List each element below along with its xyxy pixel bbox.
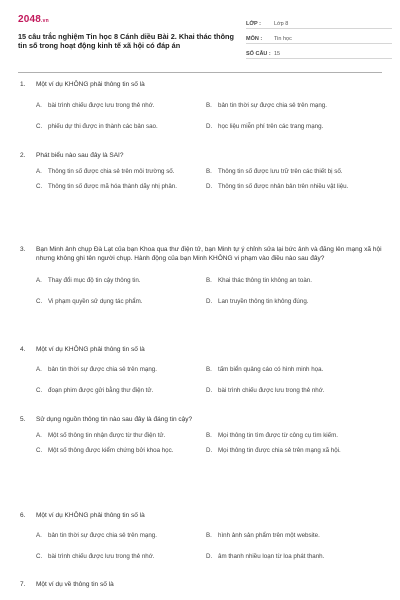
meta-row-subject (246, 29, 392, 44)
question-text: Một ví dụ về thông tin số là (36, 581, 114, 588)
option-text: bài trình chiếu được lưu trong thẻ nhớ. (218, 386, 325, 394)
option-text: Khai thác thông tin không an toàn. (218, 277, 312, 284)
option-text: Thông tin số được nhân bản trên nhiều vật liệu. (218, 182, 349, 190)
option-c[interactable] (36, 447, 206, 456)
option-b[interactable] (206, 432, 376, 441)
question-number: 3. (20, 246, 26, 253)
option-text: Vi phạm quyền sử dụng tác phẩm. (48, 297, 143, 305)
question-stem (20, 415, 382, 424)
meta-row-count (246, 44, 392, 59)
option-key: C. (36, 297, 43, 305)
question-stem (20, 151, 382, 160)
option-text: bài trình chiếu được lưu trong thẻ nhớ. (48, 552, 155, 560)
option-b[interactable] (206, 102, 376, 111)
question-stem (20, 345, 382, 354)
question-number: 7. (20, 581, 26, 588)
question-stem (20, 511, 382, 520)
option-d[interactable] (206, 298, 376, 307)
meta-label: SỐ CÂU : (246, 51, 271, 57)
option-text: phiếu dự thi được in thành các bản sao. (48, 122, 158, 130)
option-text: Mọi thông tin được chia sẻ trên mạng xã hội. (218, 446, 341, 454)
meta-value: 15 (274, 51, 281, 57)
option-a[interactable] (36, 102, 206, 111)
option-b[interactable] (206, 366, 376, 375)
option-b[interactable] (206, 532, 376, 541)
question-text: Một ví dụ KHÔNG phải thông tin số là (36, 346, 145, 353)
option-c[interactable] (36, 123, 206, 132)
option-b[interactable] (206, 277, 376, 286)
option-text: tấm biển quảng cáo có hình minh họa. (218, 366, 324, 373)
option-key: B. (206, 432, 212, 439)
option-a[interactable] (36, 168, 206, 177)
question-number: 1. (20, 81, 26, 88)
option-text: hình ảnh sản phẩm trên một website. (218, 532, 320, 539)
question-stem (20, 580, 382, 589)
question-2 (20, 151, 382, 191)
option-text: học liệu miễn phí trên các trang mạng. (218, 122, 324, 130)
question-number: 2. (20, 152, 26, 159)
meta-value: Tin học (274, 36, 292, 42)
site-logo[interactable] (18, 14, 49, 25)
option-text: Lan truyền thông tin không đúng. (218, 297, 309, 305)
option-text: Mọi thông tin tìm được từ công cụ tìm kiếm. (218, 432, 338, 439)
question-5 (20, 415, 382, 455)
option-b[interactable] (206, 168, 376, 177)
option-text: Một số thông tin nhận được từ thư điện tử. (48, 432, 166, 439)
option-text: bản tin thời sự được chia sẻ trên mạng. (48, 532, 157, 539)
meta-value: Lớp 8 (274, 21, 289, 27)
question-3 (20, 245, 382, 306)
option-key: D. (206, 386, 213, 394)
option-key: B. (206, 366, 212, 373)
option-text: Thông tin số được mã hóa thành dãy nhị phân. (48, 182, 177, 190)
question-number: 4. (20, 346, 26, 353)
option-key: D. (206, 552, 213, 560)
option-text: đoạn phim được gửi bằng thư điện tử. (48, 386, 154, 394)
option-a[interactable] (36, 277, 206, 286)
option-key: A. (36, 277, 42, 284)
option-key: D. (206, 446, 213, 454)
option-key: D. (206, 182, 213, 190)
logo-tld: .vn (41, 18, 49, 24)
option-c[interactable] (36, 298, 206, 307)
question-1 (20, 80, 382, 131)
option-key: B. (206, 277, 212, 284)
option-text: bản tin thời sự được chia sẻ trên mạng. (48, 366, 157, 373)
option-key: B. (206, 168, 212, 175)
header-divider (18, 72, 382, 73)
question-text: Phát biểu nào sau đây là SAI? (36, 152, 124, 159)
meta-table (246, 14, 392, 59)
option-key: C. (36, 552, 43, 560)
option-a[interactable] (36, 532, 206, 541)
logo-main: 2048 (18, 14, 42, 25)
option-key: C. (36, 386, 43, 394)
option-d[interactable] (206, 553, 376, 562)
question-text: Một ví dụ KHÔNG phải thông tin số là (36, 512, 145, 519)
question-text: Một ví dụ KHÔNG phải thông tin số là (36, 81, 145, 88)
option-c[interactable] (36, 387, 206, 396)
question-text: Sử dụng nguồn thông tin nào sau đây là đáng tin cậy? (36, 416, 193, 423)
option-key: C. (36, 182, 43, 190)
option-text: bài trình chiếu được lưu trong thẻ nhớ. (48, 102, 155, 109)
option-text: âm thanh nhiều loạn từ loa phát thanh. (218, 552, 325, 560)
option-key: A. (36, 366, 42, 373)
option-text: Một số thông được kiểm chứng bởi khoa học. (48, 446, 174, 454)
option-key: D. (206, 297, 213, 305)
option-key: C. (36, 446, 43, 454)
question-stem (20, 80, 382, 89)
option-key: B. (206, 532, 212, 539)
option-key: B. (206, 102, 212, 109)
option-text: Thông tin số được chia sẻ trên môi trường số. (48, 168, 175, 175)
option-text: Thay đổi mục độ tin cậy thông tin. (48, 277, 141, 284)
option-d[interactable] (206, 123, 376, 132)
question-4 (20, 345, 382, 395)
option-key: A. (36, 432, 42, 439)
option-key: A. (36, 168, 42, 175)
option-a[interactable] (36, 366, 206, 375)
option-key: C. (36, 122, 43, 130)
option-d[interactable] (206, 183, 376, 192)
option-key: A. (36, 532, 42, 539)
option-d[interactable] (206, 447, 376, 456)
option-c[interactable] (36, 183, 206, 192)
option-key: A. (36, 102, 42, 109)
option-text: Thông tin số được lưu trữ trên các thiết bị số. (218, 168, 343, 175)
question-number: 6. (20, 512, 26, 519)
option-text: bản tin thời sự được chia sẻ trên mạng. (218, 102, 327, 109)
option-a[interactable] (36, 432, 206, 441)
question-stem (20, 245, 382, 263)
option-c[interactable] (36, 553, 206, 562)
meta-row-class (246, 14, 392, 29)
document-header (18, 14, 388, 66)
option-d[interactable] (206, 387, 376, 396)
meta-label: LỚP : (246, 21, 261, 27)
question-6 (20, 511, 382, 561)
question-7 (20, 580, 382, 589)
document-title: 15 câu trắc nghiệm Tin học 8 Cánh diều Bài 2. Khai thác thông tin số trong hoạt động kinh tế xã hội có đáp án (18, 32, 234, 51)
option-key: D. (206, 122, 213, 130)
question-text: Bạn Minh ảnh chụp Đà Lạt của bạn Khoa qua thư điện tử, bạn Minh tự ý chỉnh sửa lại bức ảnh và đăng lên mạng xã hội nhưng không ghi tên người chụp. Hành động của bạn Minh KHÔNG vi phạm vào điều nào sau đây? (36, 246, 382, 262)
question-number: 5. (20, 416, 26, 423)
meta-label: MÔN : (246, 36, 263, 42)
